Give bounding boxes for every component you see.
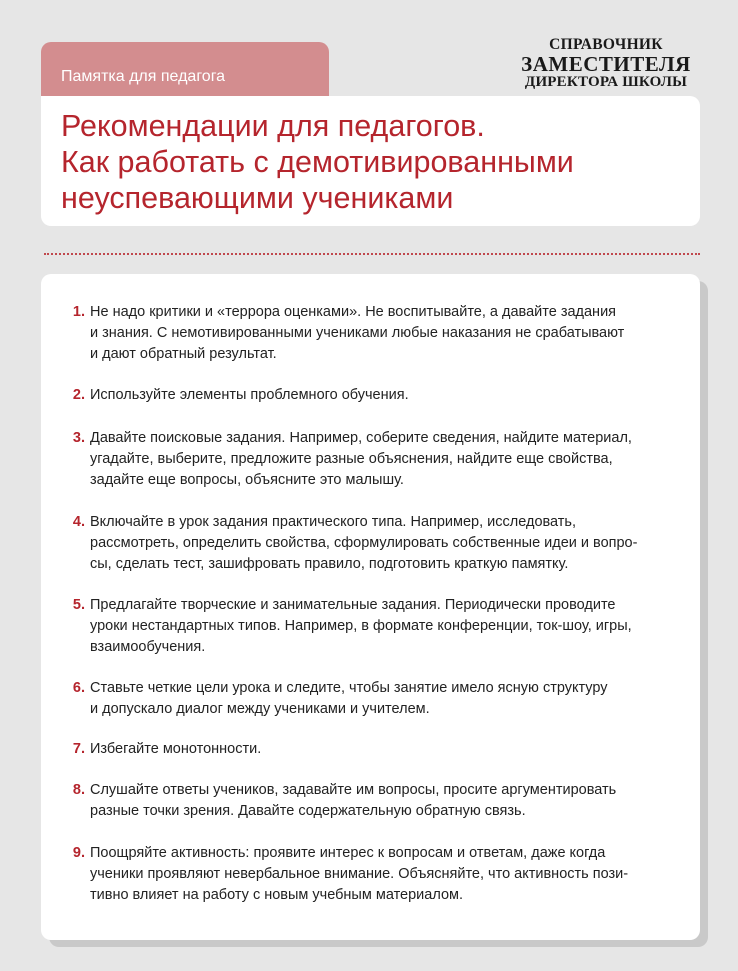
item-line: Предлагайте творческие и занимательные задания. Периодически проводите xyxy=(90,597,616,613)
item-line: разные точки зрения. Давайте содержательную обратную связь. xyxy=(90,803,526,819)
item-line: Ставьте четкие цели урока и следите, чтобы занятие имело ясную структуру xyxy=(90,680,608,696)
item-line: рассмотреть, определить свойства, сформулировать собственные идеи и вопро- xyxy=(90,535,638,551)
item-number: 5. xyxy=(72,597,85,613)
item-line: Давайте поисковые задания. Например, соберите сведения, найдите материал, xyxy=(90,430,632,446)
item-line: уроки нестандартных типов. Например, в формате конференции, ток-шоу, игры, xyxy=(90,618,632,634)
item-number: 6. xyxy=(72,680,85,696)
item-number: 8. xyxy=(72,782,85,798)
item-text xyxy=(90,428,665,491)
item-number: 9. xyxy=(72,845,85,861)
item-line: ученики проявляют невербальное внимание. Объясняйте, что активность пози- xyxy=(90,866,629,882)
item-line: Избегайте монотонности. xyxy=(90,741,262,757)
item-line: угадайте, выберите, предложите разные объяснения, найдите еще свойства, xyxy=(90,451,613,467)
item-line: и допускало диалог между учениками и учителем. xyxy=(90,701,430,717)
item-text xyxy=(90,678,665,720)
recommendations-card xyxy=(41,274,700,940)
title-line-2: Как работать с демотивированными xyxy=(61,145,574,179)
item-line: и знания. С немотивированными учениками любые наказания не срабатывают xyxy=(90,325,625,341)
item-text xyxy=(90,385,665,406)
item-line: Слушайте ответы учеников, задавайте им вопросы, просите аргументировать xyxy=(90,782,617,798)
dotted-divider xyxy=(44,253,700,255)
item-line: и дают обратный результат. xyxy=(90,346,277,362)
brand-middle: ЗАМЕСТИТЕЛЯ xyxy=(521,52,691,76)
item-line: взаимообучения. xyxy=(90,639,206,655)
item-line: Поощряйте активность: проявите интерес к вопросам и ответам, даже когда xyxy=(90,845,606,861)
item-text xyxy=(90,843,665,906)
item-line: сы, сделать тест, зашифровать правило, подготовить краткую памятку. xyxy=(90,556,569,572)
item-line: задайте еще вопросы, объясните это малышу. xyxy=(90,472,404,488)
item-text xyxy=(90,595,665,658)
item-number: 2. xyxy=(72,387,85,403)
item-line: Включайте в урок задания практического типа. Например, исследовать, xyxy=(90,514,577,530)
item-line: тивно влияет на работу с новым учебным материалом. xyxy=(90,887,464,903)
item-text xyxy=(90,780,665,822)
item-number: 4. xyxy=(72,514,85,530)
title-line-3: неуспевающими учениками xyxy=(61,181,454,215)
item-number: 1. xyxy=(72,304,85,320)
publication-logo xyxy=(504,37,708,90)
item-text xyxy=(90,739,665,760)
tab-label: Памятка для педагога xyxy=(61,68,226,85)
item-line: Используйте элементы проблемного обучения. xyxy=(90,387,409,403)
item-number: 7. xyxy=(72,741,85,757)
item-text xyxy=(90,512,665,575)
title-line-1: Рекомендации для педагогов. xyxy=(61,109,485,143)
item-line: Не надо критики и «террора оценками». Не воспитывайте, а давайте задания xyxy=(90,304,617,320)
brand-bottom: ДИРЕКТОРА ШКОЛЫ xyxy=(524,74,688,90)
brand-top: СПРАВОЧНИК xyxy=(549,36,663,53)
item-number: 3. xyxy=(72,430,85,446)
item-text xyxy=(90,302,665,365)
